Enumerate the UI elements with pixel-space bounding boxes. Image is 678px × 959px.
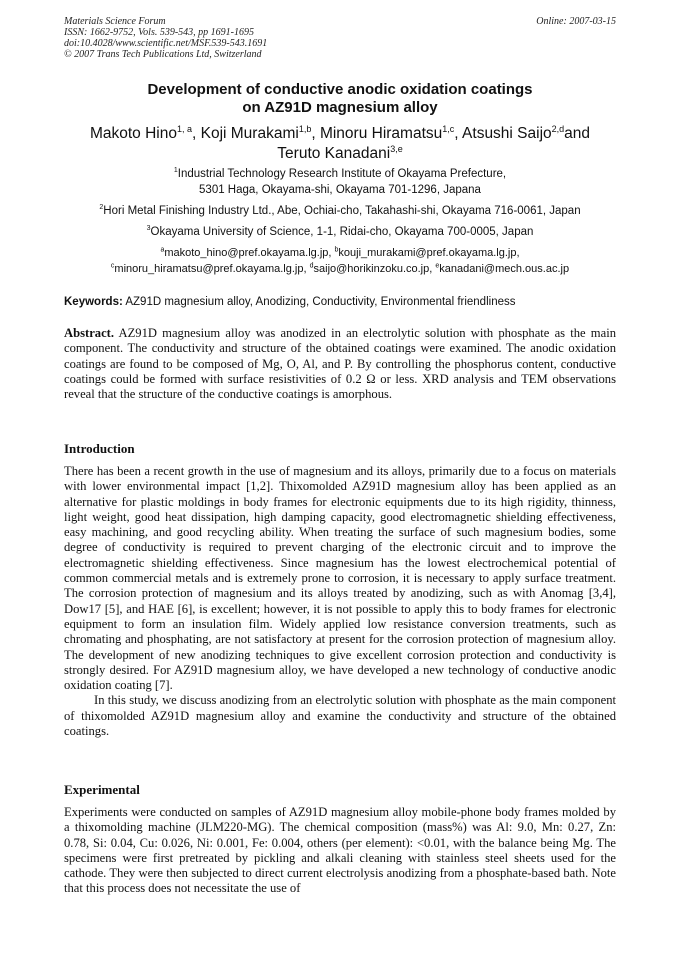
affiliation-mark: 2 (99, 204, 104, 212)
email-address-b: kouji_murakami@pref.okayama.lg.jp, (338, 247, 520, 259)
email-address-e: kanadani@mech.ous.ac.jp (439, 263, 570, 275)
author-separator: and (564, 125, 591, 142)
author-name: Teruto Kanadani (277, 145, 391, 162)
author-separator: , (191, 125, 201, 142)
email-mark: a (160, 246, 165, 254)
email-address-d: saijo@horikinzoku.co.jp, (313, 263, 436, 275)
author-name: Minoru Hiramatsu (319, 125, 443, 142)
journal-header (64, 16, 616, 60)
author-separator: , (454, 125, 463, 142)
author-list (64, 124, 616, 164)
affiliation-mark: 1 (173, 167, 178, 175)
paper-title (64, 81, 616, 117)
email-list (64, 245, 616, 277)
email-mark: c (110, 262, 115, 270)
introduction-body (64, 464, 616, 739)
email-address-c: minoru_hiramatsu@pref.okayama.lg.jp, (114, 263, 310, 275)
author-name: Atsushi Saijo (462, 125, 552, 142)
email-mark: d (309, 262, 314, 270)
author-name: Koji Murakami (200, 125, 299, 142)
journal-doi: doi:10.4028/www.scientific.net/MSF.539-543.1691 (64, 38, 268, 49)
experimental-body (64, 805, 616, 897)
affiliation-text: Industrial Technology Research Institute of Okayama Prefecture, (177, 168, 507, 180)
abstract (64, 326, 616, 402)
keywords (64, 295, 616, 310)
author-affiliation-mark: 1,b (298, 123, 312, 134)
journal-issn: ISSN: 1662-9752, Vols. 539-543, pp 1691-1695 (64, 27, 254, 38)
author-affiliation-mark: 3,e (390, 143, 403, 154)
email-line-1 (64, 245, 616, 261)
journal-copyright: © 2007 Trans Tech Publications Ltd, Switzerland (64, 49, 262, 60)
abstract-text: AZ91D magnesium alloy was anodized in an electrolytic solution with phosphate as the main component. The conductivity and structure of the obtained coatings were examined. The anodic oxidation coatings are found to be composed of Mg, O, Al, and P. By controlling the phosphorus content, conductive coatings could be formed with surface resistivities of 0.2 Ω or less. XRD analysis and TEM observations reveal that the structure of the conductive coatings is amorphous. (64, 326, 616, 402)
author-separator: , (311, 125, 320, 142)
section-heading-introduction: Introduction (64, 441, 135, 456)
online-date: Online: 2007-03-15 (536, 16, 616, 27)
email-address-a: makoto_hino@pref.okayama.lg.jp, (164, 247, 335, 259)
experimental-paragraph-1: Experiments were conducted on samples of AZ91D magnesium alloy mobile-phone body frames molded by a thixomolding machine (JLM220-MG). The chemical composition (mass%) was Al: 9.0, Mn: 0.27, Zn: 0.78, Si: 0.04, Cu: 0.026, Ni: 0.001, Fe: 0.004, others (per element): <0.01, with the balance being Mg. The specimens were first pretreated by pickling and alkali cleaning with stainless steel sheets used for the cathode. They were then subjected to direct current electrolysis anodizing from a phosphate-based bath. Note that this process does not necessitate the use of (64, 805, 616, 896)
paper-title-line-2: on AZ91D magnesium alloy (242, 99, 438, 116)
author-affiliation-mark: 1,c (442, 123, 455, 134)
keywords-label: Keywords: (64, 296, 123, 308)
affiliation-1 (64, 166, 616, 198)
affiliation-3 (64, 224, 616, 240)
email-line-2 (64, 261, 616, 277)
affiliation-1-line-1 (64, 166, 616, 182)
author-affiliation-mark: 2,d (551, 123, 565, 134)
affiliation-text: Hori Metal Finishing Industry Ltd., Abe, Ochiai-cho, Takahashi-shi, Okayama 716-0061, Japan (103, 205, 581, 217)
introduction-paragraph-1: There has been a recent growth in the use of magnesium and its alloys, primarily due to a focus on materials with lower environmental impact [1,2]. Thixomolded AZ91D magnesium alloy has been applied as an alternative for plastic moldings in body frames for electronic equipments due to its high rigidity, thinness, light weight, good heat dissipation, high damping capacity, good electromagnetic shielding effectiveness, easy machining, and good recycling ability. When treating the surface of such magnesium bodies, some degree of conductivity is required to prevent charging of the electronic circuit and to improve the electromagnetic shielding effectiveness. Since magnesium has the lowest electrochemical potential of common commercial metals and is extremely prone to corrosion, it is necessary to apply surface treatment. The corrosion protection of magnesium and its alloys treated by anodizing, such as with Anomag [3,4], Dow17 [5], and HAE [6], is excellent; however, it is not possible to apply this to body frames for electronic equipment to form an insulation film. Widely applied low resistance conversion treatments, such as chromating and phosphating, are not satisfactory at present for the corrosion protection of magnesium alloy. The development of new anodizing techniques to give excellent corrosion protection and conductivity is strongly desired. For AZ91D magnesium alloy, we have developed a new technology of conductive anodic oxidation coating [7]. (64, 464, 616, 693)
abstract-label: Abstract. (64, 326, 115, 340)
email-mark: e (435, 262, 440, 270)
paper-title-line-1: Development of conductive anodic oxidation coatings (147, 81, 533, 98)
affiliation-2 (64, 203, 616, 219)
author-line-2 (64, 144, 616, 164)
author-name: Makoto Hino (89, 125, 177, 142)
author-line-1 (64, 124, 616, 144)
affiliation-1-line-2: 5301 Haga, Okayama-shi, Okayama 701-1296, Japana (199, 184, 481, 196)
affiliation-mark: 3 (146, 225, 151, 233)
email-mark: b (334, 246, 339, 254)
introduction-paragraph-2: In this study, we discuss anodizing from an electrolytic solution with phosphate as the main component of thixomolded AZ91D magnesium alloy and examine the conductivity and structure of the obtained coatings. (64, 693, 616, 739)
section-heading-experimental: Experimental (64, 782, 140, 797)
affiliation-text: Okayama University of Science, 1-1, Ridai-cho, Okayama 700-0005, Japan (150, 226, 534, 238)
journal-name: Materials Science Forum (64, 16, 166, 27)
author-affiliation-mark: 1, a (176, 123, 192, 134)
keywords-text: AZ91D magnesium alloy, Anodizing, Conductivity, Environmental friendliness (122, 296, 516, 308)
